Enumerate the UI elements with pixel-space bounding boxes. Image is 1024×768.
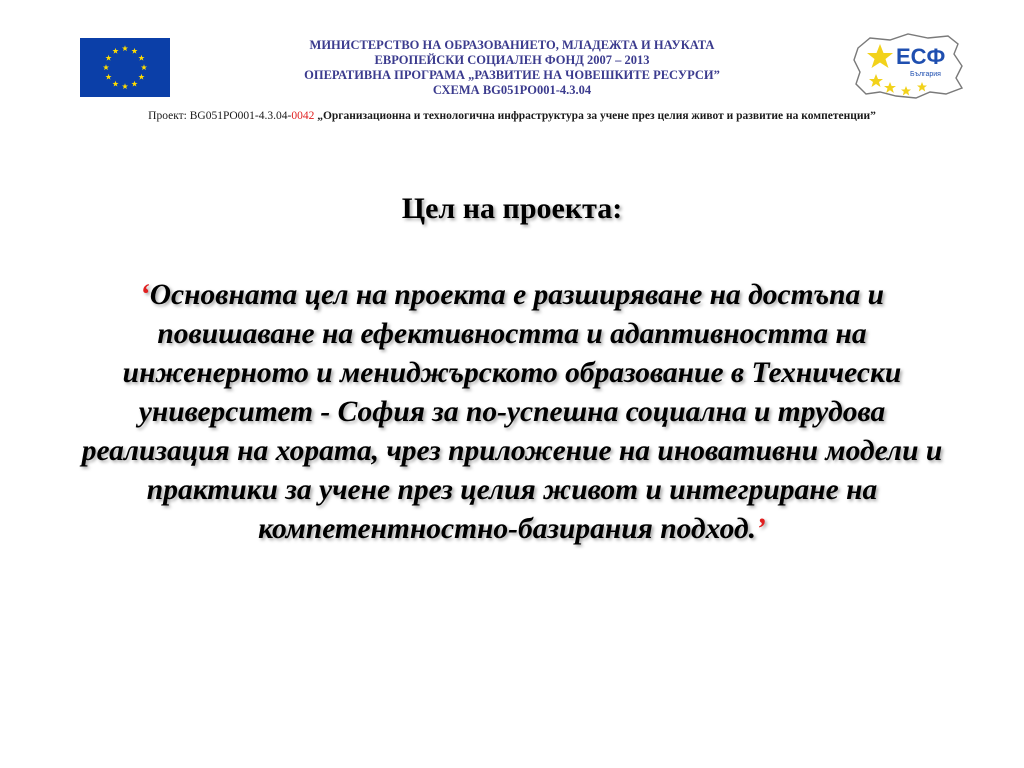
esf-bulgaria-logo xyxy=(850,30,970,102)
project-number: 0042 xyxy=(291,110,315,122)
project-reference xyxy=(0,110,1024,122)
goal-heading: Цел на проекта: xyxy=(401,192,623,225)
project-prefix: Проект: BG051PO001-4.3.04- xyxy=(148,110,292,122)
project-title: „Организационна и технологична инфраструктура за учене през целия живот и развитие на компетенции” xyxy=(314,110,876,122)
eu-flag-logo xyxy=(80,38,170,97)
header-line-ministry: МИНИСТЕРСТВО НА ОБРАЗОВАНИЕТО, МЛАДЕЖТА И НАУКАТА xyxy=(309,38,715,52)
esf-logo-text: ЕСФ xyxy=(896,44,946,69)
ministry-header xyxy=(210,38,814,98)
goal-text: Основната цел на проекта е разширяване на достъпа и повишаване на ефективността и адаптивността на инженерното и мениджърското образование в Технически университет - София за по-успешна социална и трудова реализация на хората, чрез приложение на иновативни модели и практики за учене през целия живот и интегриране на компетентностно-базирания подход. xyxy=(81,279,943,545)
goal-statement xyxy=(62,276,962,549)
close-quote-mark: ’ xyxy=(756,513,766,545)
esf-logo-country: България xyxy=(910,71,941,78)
header-line-scheme: СХЕМА BG051PO001-4.3.04 xyxy=(432,83,592,97)
header-line-programme: ОПЕРАТИВНА ПРОГРАМА „РАЗВИТИЕ НА ЧОВЕШКИТЕ РЕСУРСИ” xyxy=(304,68,720,82)
open-quote-mark: ‘ xyxy=(139,279,150,311)
header-line-fund: ЕВРОПЕЙСКИ СОЦИАЛЕН ФОНД 2007 – 2013 xyxy=(374,53,650,67)
